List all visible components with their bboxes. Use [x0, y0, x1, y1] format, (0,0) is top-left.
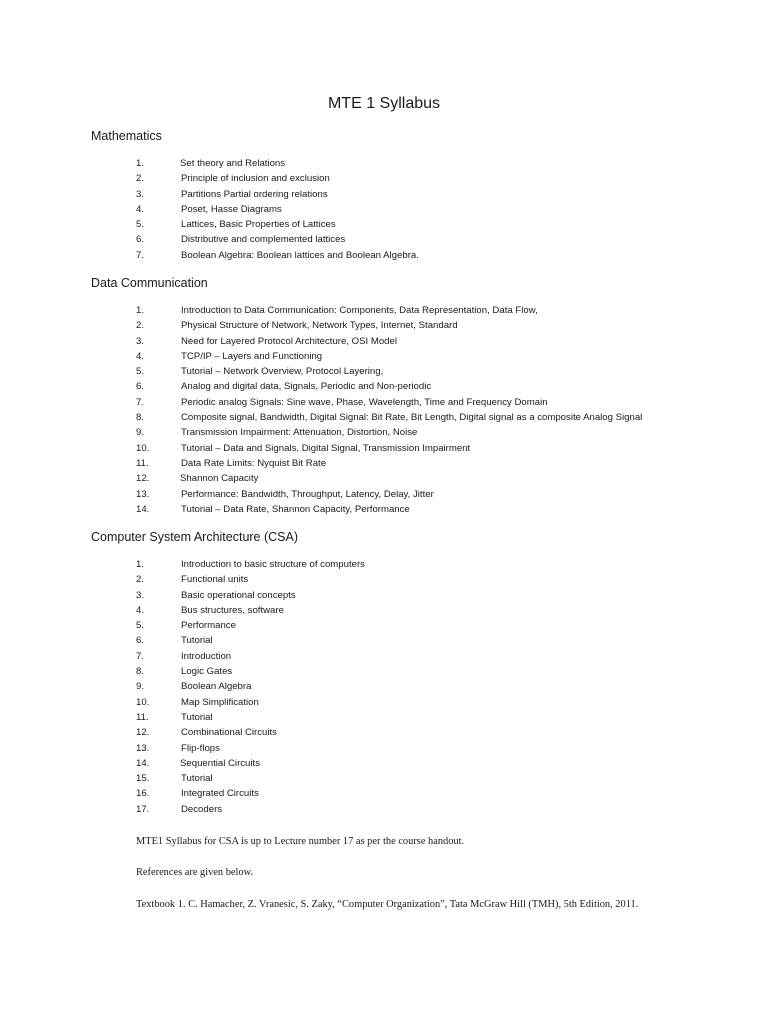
item-number: 2.	[136, 574, 145, 586]
item-number: 6.	[136, 381, 145, 393]
item-text: Flip-flops	[181, 742, 220, 754]
item-number: 16.	[136, 788, 150, 800]
item-number: 13.	[136, 742, 150, 754]
item-text: TCP/IP – Layers and Functioning	[181, 350, 323, 362]
item-text: Tutorial	[181, 635, 213, 647]
item-text: Tutorial – Data Rate, Shannon Capacity, Performance	[181, 503, 410, 515]
item-text: Distributive and complemented lattices	[181, 234, 346, 246]
item-text: Boolean Algebra	[181, 681, 252, 693]
item-number: 7.	[136, 249, 145, 261]
item-text: Tutorial – Network Overview, Protocol Layering,	[181, 366, 384, 378]
textbook-reference: Textbook 1. C. Hamacher, Z. Vranesic, S. Zaky, “Computer Organization”, Tata McGraw Hill (TMH), 5th Edition, 2011.	[136, 899, 639, 910]
item-number: 5.	[136, 366, 145, 378]
item-number: 7.	[136, 396, 145, 408]
item-text: Map Simplification	[181, 696, 259, 708]
item-text: Need for Layered Protocol Architecture, OSI Model	[181, 335, 397, 347]
item-number: 7.	[136, 650, 145, 662]
item-text: Analog and digital data, Signals, Periodic and Non-periodic	[181, 381, 432, 393]
item-text: Introduction to Data Communication: Components, Data Representation, Data Flow,	[181, 305, 538, 316]
item-number: 5.	[136, 219, 145, 231]
item-number: 17.	[136, 803, 150, 815]
item-text: Integrated Circuits	[181, 788, 259, 800]
item-text: Functional units	[181, 574, 249, 586]
item-number: 8.	[136, 412, 145, 424]
section-heading-mathematics: Mathematics	[91, 129, 162, 143]
item-text: Bus structures, software	[181, 604, 284, 616]
item-number: 2.	[136, 173, 145, 185]
item-number: 11.	[136, 457, 149, 469]
item-text: Boolean Algebra: Boolean lattices and Boolean Algebra.	[181, 249, 419, 261]
item-text: Introduction to basic structure of computers	[181, 559, 365, 570]
references-intro: References are given below.	[136, 867, 254, 878]
item-number: 4.	[136, 350, 145, 362]
item-text: Tutorial – Data and Signals, Digital Signal, Transmission Impairment	[181, 442, 471, 454]
item-text: Shannon Capacity	[180, 473, 259, 485]
item-number: 11.	[136, 711, 149, 723]
item-number: 14.	[136, 503, 150, 515]
item-text: Transmission Impairment: Attenuation, Distortion, Noise	[181, 427, 418, 439]
item-text: Tutorial	[181, 711, 213, 723]
item-number: 5.	[136, 620, 145, 632]
item-number: 9.	[136, 427, 145, 439]
item-number: 14.	[136, 757, 150, 769]
item-number: 6.	[136, 234, 145, 246]
item-number: 2.	[136, 320, 145, 332]
item-number: 15.	[136, 773, 150, 785]
item-number: 13.	[136, 488, 150, 500]
item-number: 1.	[136, 305, 145, 316]
item-text: Set theory and Relations	[180, 158, 286, 169]
item-text: Tutorial	[181, 773, 213, 785]
item-text: Combinational Circuits	[181, 727, 277, 739]
section-heading-data-communication: Data Communication	[91, 276, 208, 290]
item-text: Lattices, Basic Properties of Lattices	[181, 219, 336, 231]
item-text: Decoders	[181, 803, 223, 815]
item-text: Principle of inclusion and exclusion	[181, 173, 330, 185]
section-heading-csa: Computer System Architecture (CSA)	[91, 530, 299, 544]
item-text: Introduction	[181, 650, 232, 662]
item-number: 4.	[136, 203, 145, 215]
item-text: Basic operational concepts	[181, 589, 296, 601]
item-number: 12.	[136, 727, 150, 739]
item-number: 3.	[136, 589, 145, 601]
item-number: 4.	[136, 604, 145, 616]
item-text: Composite signal, Bandwidth, Digital Signal: Bit Rate, Bit Length, Digital signal as a composite Analog Signal	[181, 412, 643, 424]
item-number: 1.	[136, 559, 145, 570]
item-text: Poset, Hasse Diagrams	[181, 203, 282, 215]
item-text: Sequential Circuits	[180, 757, 260, 769]
item-number: 1.	[136, 158, 145, 169]
item-number: 10.	[136, 442, 150, 454]
item-text: Partitions Partial ordering relations	[181, 188, 328, 200]
item-number: 10.	[136, 696, 150, 708]
item-text: Physical Structure of Network, Network Types, Internet, Standard	[181, 320, 458, 332]
item-number: 6.	[136, 635, 145, 647]
item-text: Data Rate Limits: Nyquist Bit Rate	[181, 457, 327, 469]
item-number: 12.	[136, 473, 150, 485]
item-number: 3.	[136, 188, 145, 200]
item-text: Logic Gates	[181, 666, 233, 678]
csa-scope-note: MTE1 Syllabus for CSA is up to Lecture number 17 as per the course handout.	[136, 836, 465, 847]
item-text: Performance: Bandwidth, Throughput, Latency, Delay, Jitter	[181, 488, 434, 500]
page-title: MTE 1 Syllabus	[327, 95, 441, 112]
item-number: 3.	[136, 335, 145, 347]
item-number: 9.	[136, 681, 145, 693]
item-text: Performance	[181, 620, 236, 632]
item-text: Periodic analog Signals: Sine wave, Phase, Wavelength, Time and Frequency Domain	[181, 396, 548, 408]
item-number: 8.	[136, 666, 145, 678]
